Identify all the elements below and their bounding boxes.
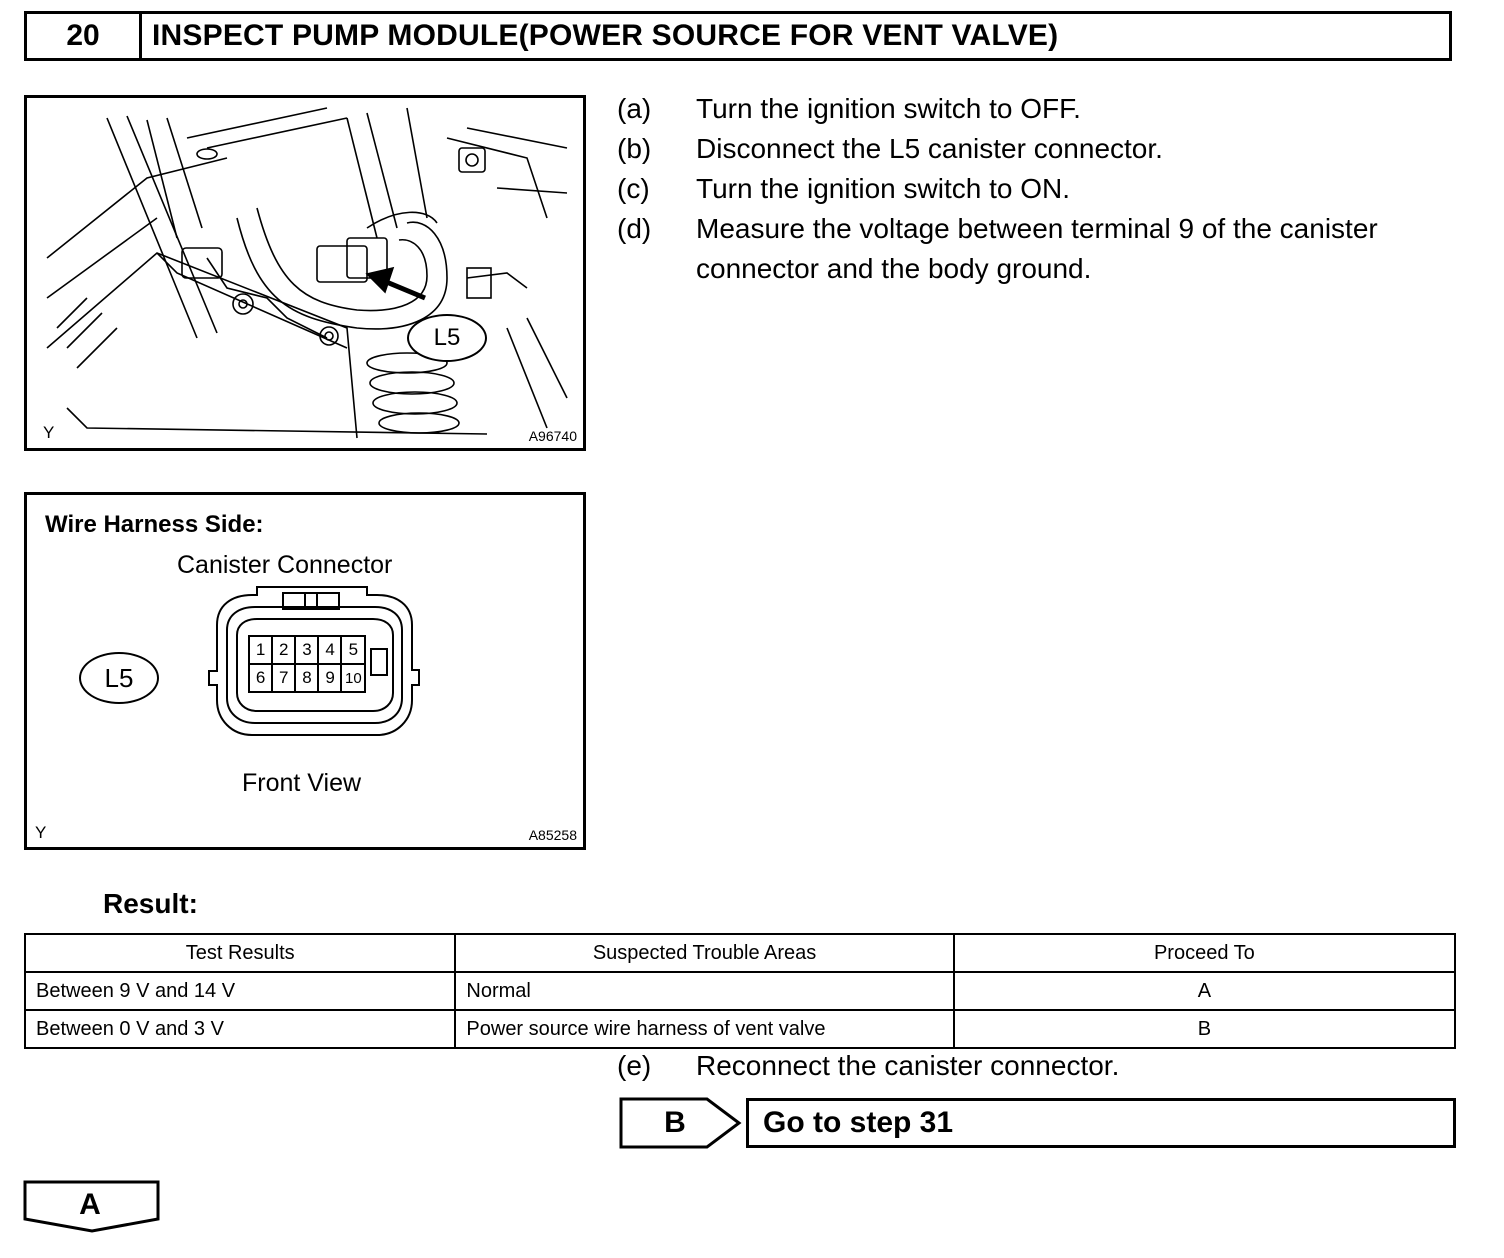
pin-6: 6 <box>255 668 266 687</box>
step-text: Turn the ignition switch to OFF. <box>696 93 1081 124</box>
step-header <box>24 11 1452 61</box>
engine-bay-drawing <box>27 98 583 448</box>
step-e <box>617 1050 1457 1082</box>
goto-step-text: Go to step 31 <box>763 1106 954 1139</box>
trouble-area-cell: Normal <box>455 972 953 1010</box>
l5-callout-ellipse <box>407 314 487 362</box>
l5-callout-label: L5 <box>433 324 461 351</box>
goto-step-box[interactable] <box>746 1098 1456 1148</box>
figure1-code: A96740 <box>528 428 577 444</box>
pin-5: 5 <box>348 640 359 659</box>
proceed-to-cell: A <box>954 972 1455 1010</box>
front-view-label: Front View <box>242 769 362 797</box>
step-c <box>617 169 1457 209</box>
pin-2: 2 <box>279 640 289 659</box>
procedure-steps <box>617 89 1457 289</box>
figure1-corner-mark: Y <box>43 423 55 442</box>
step-text: Disconnect the L5 canister connector. <box>696 133 1163 164</box>
trouble-area-cell: Power source wire harness of vent valve <box>455 1010 953 1048</box>
step-text: Turn the ignition switch to ON. <box>696 173 1071 204</box>
step-label: (c) <box>617 173 650 204</box>
connector-diagram <box>24 492 586 850</box>
step-b <box>617 129 1457 169</box>
l5-callout-ellipse <box>79 652 159 704</box>
table-row <box>25 1010 1455 1048</box>
proceed-to-cell: B <box>954 1010 1455 1048</box>
step-label: (a) <box>617 93 652 124</box>
step-d <box>617 209 1457 289</box>
result-heading: Result: <box>103 888 198 919</box>
pin-7: 7 <box>279 668 289 687</box>
step-label: (d) <box>617 213 652 244</box>
column-header: Suspected Trouble Areas <box>455 934 953 972</box>
table-header-row <box>25 934 1455 972</box>
branch-a-label[interactable]: A <box>79 1188 101 1221</box>
column-header: Test Results <box>25 934 455 972</box>
step-label: (b) <box>617 133 652 164</box>
table-row <box>25 972 1455 1010</box>
column-header: Proceed To <box>954 934 1455 972</box>
test-result-cell: Between 0 V and 3 V <box>25 1010 455 1048</box>
location-illustration <box>24 95 586 451</box>
pin-1: 1 <box>255 640 266 659</box>
step-text: Measure the voltage between terminal 9 of the canister connector and the body ground. <box>696 213 1378 284</box>
l5-callout-label: L5 <box>104 662 134 693</box>
step-title: INSPECT PUMP MODULE(POWER SOURCE FOR VENT VALVE) <box>152 19 1059 52</box>
pin-9: 9 <box>325 668 335 687</box>
step-a <box>617 89 1457 129</box>
step-label: (e) <box>617 1050 652 1081</box>
figure2-code: A85258 <box>528 827 577 843</box>
step-text: Reconnect the canister connector. <box>696 1050 1120 1081</box>
branch-b-label[interactable]: B <box>664 1106 686 1139</box>
pin-8: 8 <box>302 668 312 687</box>
wire-harness-side-heading: Wire Harness Side: <box>45 511 264 538</box>
connector-name: Canister Connector <box>177 551 393 579</box>
test-result-cell: Between 9 V and 14 V <box>25 972 455 1010</box>
result-table <box>24 933 1456 1049</box>
step-number: 20 <box>27 14 142 58</box>
pin-4: 4 <box>325 640 335 659</box>
pin-3: 3 <box>302 640 312 659</box>
pin-10: 10 <box>345 669 362 687</box>
connector-pin-grid <box>249 636 365 692</box>
figure2-corner-mark: Y <box>35 823 47 842</box>
